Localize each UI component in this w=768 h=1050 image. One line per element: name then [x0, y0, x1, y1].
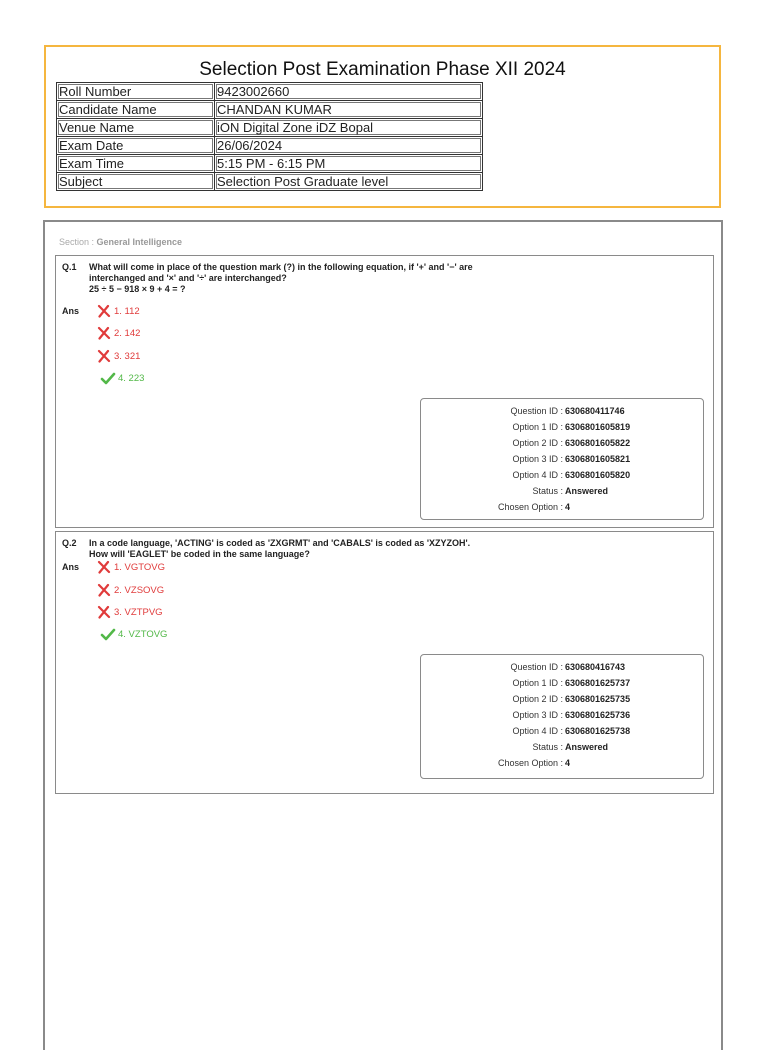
question-details-box — [420, 654, 704, 779]
info-value: 5:15 PM - 6:15 PM — [215, 155, 483, 173]
question-line: In a code language, 'ACTING' is coded as 'ZXGRMT' and 'CABALS' is coded as 'XZYZOH'. — [89, 538, 471, 548]
question-text — [89, 538, 470, 560]
question-number: Q.1 — [62, 262, 77, 272]
detail-value: Answered — [565, 486, 609, 496]
question-line: How will 'EAGLET' be coded in the same language? — [89, 549, 310, 559]
candidate-info-table — [56, 82, 483, 191]
detail-row — [421, 421, 703, 433]
detail-row — [421, 661, 703, 673]
detail-label: Option 4 ID : — [512, 726, 563, 736]
option-text: 3. 321 — [114, 350, 141, 362]
option-3 — [96, 605, 163, 619]
option-text: 4. 223 — [118, 372, 145, 384]
detail-row — [421, 709, 703, 721]
detail-row — [421, 469, 703, 481]
check-icon — [100, 627, 116, 641]
option-text: 1. VGTOVG — [114, 561, 166, 573]
detail-value: 4 — [565, 758, 571, 768]
info-row-venue-name — [57, 119, 483, 137]
detail-row — [421, 741, 703, 753]
info-row-subject — [57, 173, 483, 191]
detail-label: Option 3 ID : — [512, 454, 563, 464]
detail-label: Status : — [532, 486, 563, 496]
section-label — [59, 237, 182, 247]
cross-icon — [96, 326, 112, 340]
detail-row — [421, 501, 703, 513]
info-label: Exam Date — [57, 137, 215, 155]
section-name: General Intelligence — [96, 237, 183, 247]
info-value: 9423002660 — [215, 83, 483, 101]
detail-value: 6306801605822 — [565, 438, 631, 448]
detail-label: Option 1 ID : — [512, 422, 563, 432]
option-1 — [96, 560, 165, 574]
detail-row — [421, 453, 703, 465]
detail-label: Chosen Option : — [497, 758, 563, 768]
info-row-roll-number — [57, 83, 483, 101]
response-sheet-panel — [43, 220, 723, 1050]
cross-icon — [96, 605, 112, 619]
option-text: 4. VZTOVG — [118, 628, 168, 640]
question-card-2 — [55, 531, 714, 794]
info-label: Candidate Name — [57, 101, 215, 119]
detail-label: Option 3 ID : — [512, 710, 563, 720]
question-line: interchanged and '×' and '÷' are interchanged? — [89, 273, 287, 283]
answer-label: Ans — [62, 306, 80, 316]
question-text — [89, 262, 473, 295]
detail-value: 6306801625735 — [565, 694, 631, 704]
detail-value: 6306801625736 — [565, 710, 631, 720]
cross-icon — [96, 583, 112, 597]
detail-value: 4 — [565, 502, 571, 512]
question-line: What will come in place of the question mark (?) in the following equation, if '+' and '−' are — [89, 262, 473, 272]
detail-label: Option 2 ID : — [512, 694, 563, 704]
info-label: Venue Name — [57, 119, 215, 137]
section-prefix: Section : — [59, 237, 97, 247]
info-label: Subject — [57, 173, 215, 191]
option-text: 1. 112 — [114, 305, 140, 317]
info-row-exam-time — [57, 155, 483, 173]
option-4 — [96, 371, 144, 385]
option-2 — [96, 583, 164, 597]
detail-label: Chosen Option : — [497, 502, 563, 512]
question-line: 25 ÷ 5 − 918 × 9 + 4 = ? — [89, 284, 186, 294]
detail-value: 6306801625738 — [565, 726, 631, 736]
info-row-exam-date — [57, 137, 483, 155]
option-text: 2. VZSOVG — [114, 584, 165, 596]
answer-label: Ans — [62, 562, 80, 572]
detail-row — [421, 757, 703, 769]
option-4 — [96, 627, 167, 641]
detail-value: 630680411746 — [565, 406, 625, 416]
detail-row — [421, 725, 703, 737]
detail-value: 6306801625737 — [565, 678, 631, 688]
detail-value: Answered — [565, 742, 609, 752]
detail-value: 6306801605821 — [565, 454, 631, 464]
cross-icon — [96, 349, 112, 363]
option-text: 2. 142 — [114, 327, 141, 339]
option-text: 3. VZTPVG — [114, 606, 163, 618]
detail-value: 6306801605819 — [565, 422, 631, 432]
info-label: Roll Number — [57, 83, 215, 101]
detail-label: Option 2 ID : — [512, 438, 563, 448]
question-details-box — [420, 398, 704, 520]
info-row-candidate-name — [57, 101, 483, 119]
detail-row — [421, 693, 703, 705]
cross-icon — [96, 560, 112, 574]
check-icon — [100, 371, 116, 385]
detail-value: 6306801605820 — [565, 470, 631, 480]
info-value: 26/06/2024 — [215, 137, 483, 155]
detail-row — [421, 485, 703, 497]
option-1 — [96, 304, 140, 318]
cross-icon — [96, 304, 112, 318]
option-3 — [96, 349, 140, 363]
option-2 — [96, 326, 140, 340]
info-value: iON Digital Zone iDZ Bopal — [215, 119, 483, 137]
detail-label: Status : — [532, 742, 563, 752]
detail-label: Option 4 ID : — [512, 470, 563, 480]
info-value: CHANDAN KUMAR — [215, 101, 483, 119]
exam-title: Selection Post Examination Phase XII 2024 — [199, 59, 566, 80]
detail-row — [421, 437, 703, 449]
detail-value: 630680416743 — [565, 662, 626, 672]
info-label: Exam Time — [57, 155, 215, 173]
question-card-1 — [55, 255, 714, 528]
question-number: Q.2 — [62, 538, 77, 548]
info-value: Selection Post Graduate level — [215, 173, 483, 191]
detail-label: Question ID : — [510, 662, 563, 672]
detail-label: Option 1 ID : — [512, 678, 563, 688]
detail-row — [421, 677, 703, 689]
detail-row — [421, 405, 703, 417]
detail-label: Question ID : — [510, 406, 563, 416]
exam-header-box — [44, 45, 721, 208]
